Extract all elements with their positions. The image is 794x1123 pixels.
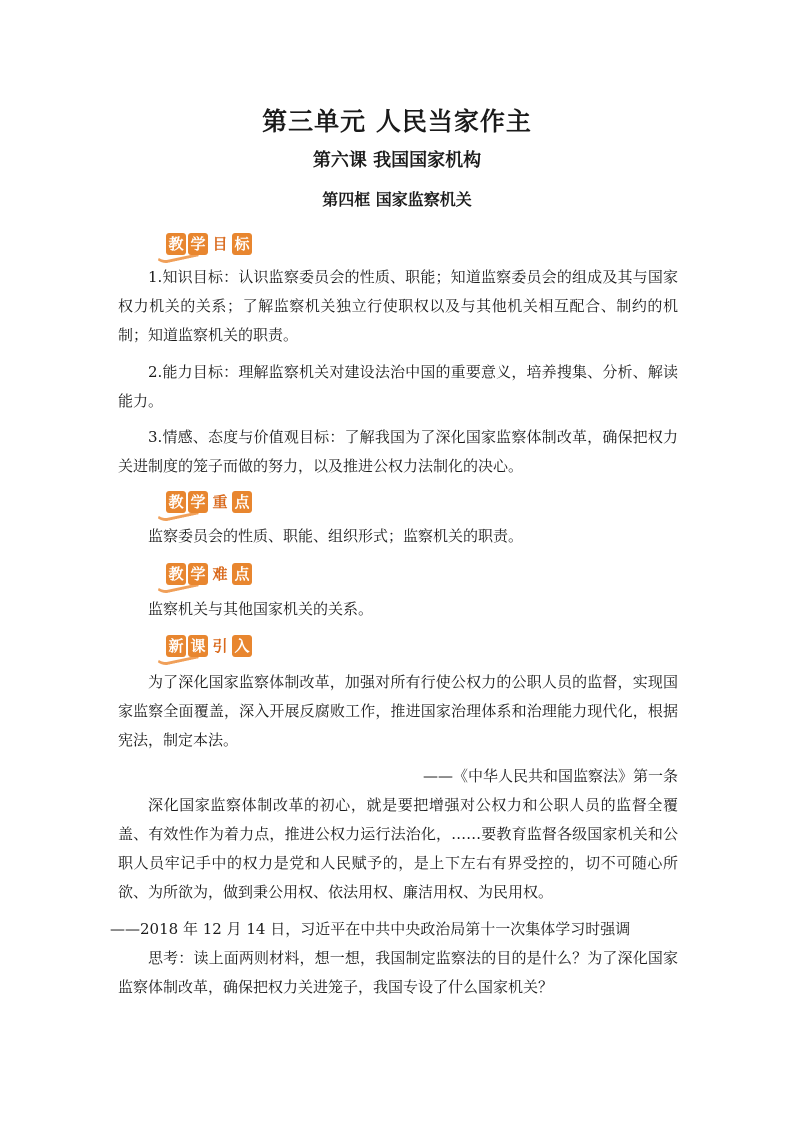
tag-char: 标 <box>232 233 252 255</box>
tag-char: 教 <box>166 491 186 513</box>
lesson-title: 第六课 我国国家机构 <box>312 150 482 171</box>
tag-char: 点 <box>232 563 252 585</box>
difficult-points-tag <box>148 560 278 592</box>
intro-quote-1: 为了深化国家监察体制改革，加强对所有行使公权力的公职人员的监督，实现国家监察全面覆盖，深入开展反腐败工作，推进国家治理体系和治理能力现代化，根据宪法，制定本法。 <box>118 673 678 749</box>
tag-char: 教 <box>166 563 186 585</box>
goal-values: 3.情感、态度与价值观目标：了解我国为了深化国家监察体制改革，确保把权力关进制度的笼子而做的努力，以及推进公权力法制化的决心。 <box>118 428 678 475</box>
intro-question: 思考：读上面两则材料，想一想，我国制定监察法的目的是什么？为了深化国家监察体制改革，确保把权力关进笼子，我国专设了什么国家机关？ <box>118 949 678 996</box>
tag-char: 目 <box>212 235 228 253</box>
unit-title: 第三单元 人民当家作主 <box>262 107 532 136</box>
goal-ability: 2.能力目标：理解监察机关对建设法治中国的重要意义，培养搜集、分析、解读能力。 <box>118 363 678 410</box>
tag-char: 学 <box>188 563 208 585</box>
intro-source-2: ——2018 年 12 月 14 日，习近平在中共中央政治局第十一次集体学习时强调 <box>110 920 631 938</box>
tag-char: 新 <box>166 635 186 657</box>
section-title: 第四框 国家监察机关 <box>322 190 472 209</box>
intro-source-1: ——《中华人民共和国监察法》第一条 <box>422 767 678 785</box>
key-points-tag <box>148 488 278 520</box>
tag-char: 引 <box>212 637 228 655</box>
tag-char: 重 <box>212 493 228 511</box>
tag-char: 学 <box>188 491 208 513</box>
tag-char: 难 <box>212 565 228 583</box>
intro-tag <box>148 632 278 664</box>
key-points-text: 监察委员会的性质、职能、组织形式；监察机关的职责。 <box>148 527 524 545</box>
tag-char: 教 <box>166 233 186 255</box>
teaching-goals-tag <box>148 230 278 262</box>
difficult-points-text: 监察机关与其他国家机关的关系。 <box>148 600 374 618</box>
tag-char: 课 <box>188 635 208 657</box>
tag-char: 入 <box>232 635 252 657</box>
intro-quote-2: 深化国家监察体制改革的初心，就是要把增强对公权力和公职人员的监督全覆盖、有效性作为着力点，推进公权力运行法治化，……要教育监督各级国家机关和公职人员牢记手中的权力是党和人民赋予的，是上下左右有界受控的，切不可随心所欲、为所欲为，做到秉公用权、依法用权、廉洁用权、为民用权。 <box>118 796 678 901</box>
tag-char: 学 <box>188 233 208 255</box>
tag-char: 点 <box>232 491 252 513</box>
goal-knowledge: 1.知识目标：认识监察委员会的性质、职能；知道监察委员会的组成及其与国家权力机关的关系；了解监察机关独立行使职权以及与其他机关相互配合、制约的机制；知道监察机关的职责。 <box>118 268 678 344</box>
